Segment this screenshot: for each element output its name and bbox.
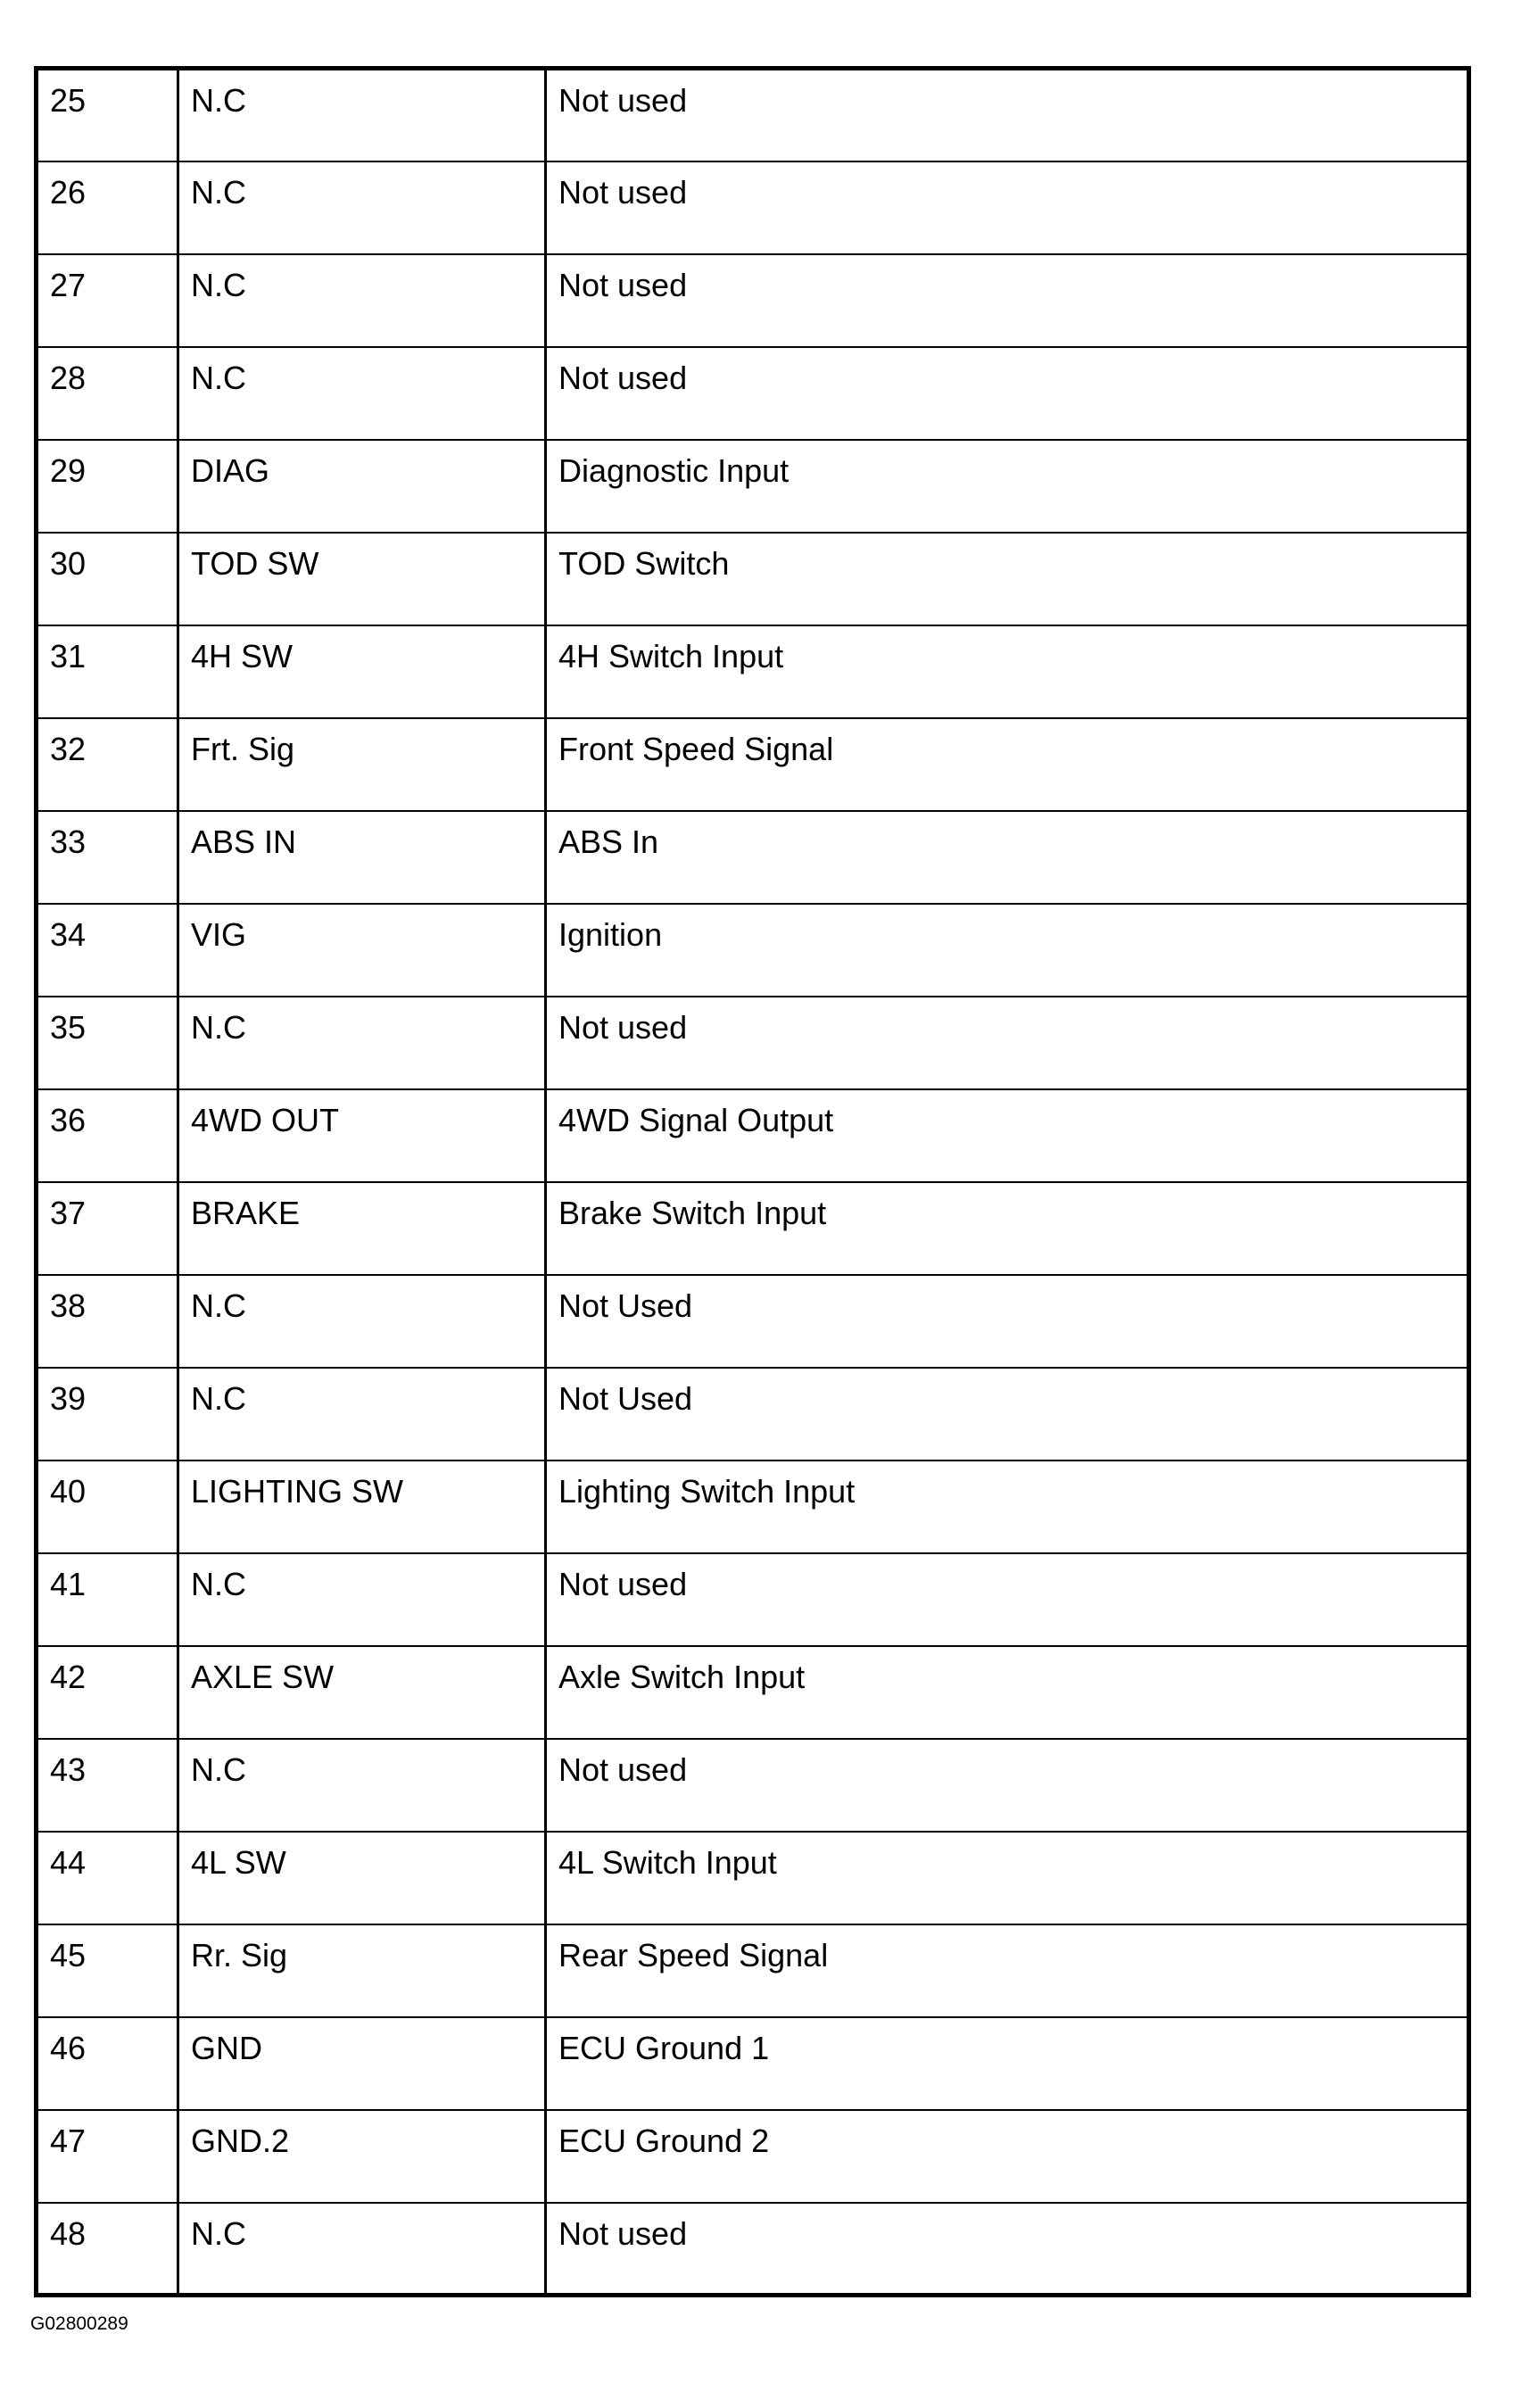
pin-name: BRAKE bbox=[178, 1182, 546, 1275]
pin-name: DIAG bbox=[178, 440, 546, 533]
pin-description: ABS In bbox=[546, 811, 1469, 904]
table-row bbox=[37, 811, 1469, 904]
table-row bbox=[37, 1182, 1469, 1275]
table-row bbox=[37, 2203, 1469, 2296]
pin-name: N.C bbox=[178, 69, 546, 161]
pin-number: 35 bbox=[37, 997, 178, 1089]
pin-number: 44 bbox=[37, 1832, 178, 1924]
table-row bbox=[37, 347, 1469, 440]
table-row bbox=[37, 1368, 1469, 1461]
pin-name: TOD SW bbox=[178, 533, 546, 625]
pin-name: ABS IN bbox=[178, 811, 546, 904]
pin-number: 39 bbox=[37, 1368, 178, 1461]
pin-name: N.C bbox=[178, 997, 546, 1089]
pin-description: Not Used bbox=[546, 1275, 1469, 1368]
pin-description: TOD Switch bbox=[546, 533, 1469, 625]
pin-number: 27 bbox=[37, 254, 178, 347]
pin-number: 28 bbox=[37, 347, 178, 440]
pin-description: Axle Switch Input bbox=[546, 1646, 1469, 1739]
table-row bbox=[37, 69, 1469, 161]
pin-number: 32 bbox=[37, 718, 178, 811]
pin-number: 46 bbox=[37, 2017, 178, 2110]
table-row bbox=[37, 997, 1469, 1089]
pin-number: 40 bbox=[37, 1461, 178, 1553]
pin-number: 42 bbox=[37, 1646, 178, 1739]
pin-name: N.C bbox=[178, 347, 546, 440]
pin-description: Front Speed Signal bbox=[546, 718, 1469, 811]
pin-name: N.C bbox=[178, 1553, 546, 1646]
pin-description: Brake Switch Input bbox=[546, 1182, 1469, 1275]
pin-table-body bbox=[37, 69, 1469, 2296]
pin-table bbox=[34, 66, 1471, 2297]
pin-description: Not used bbox=[546, 254, 1469, 347]
table-row bbox=[37, 625, 1469, 718]
table-row bbox=[37, 1461, 1469, 1553]
pin-name: Rr. Sig bbox=[178, 1924, 546, 2017]
table-row bbox=[37, 2110, 1469, 2203]
pin-number: 25 bbox=[37, 69, 178, 161]
pin-name: VIG bbox=[178, 904, 546, 997]
table-row bbox=[37, 254, 1469, 347]
table-row bbox=[37, 1739, 1469, 1832]
pin-description: Rear Speed Signal bbox=[546, 1924, 1469, 2017]
pin-number: 26 bbox=[37, 161, 178, 254]
table-row bbox=[37, 1646, 1469, 1739]
table-row bbox=[37, 2017, 1469, 2110]
pin-number: 37 bbox=[37, 1182, 178, 1275]
pin-description: ECU Ground 2 bbox=[546, 2110, 1469, 2203]
figure-id: G02800289 bbox=[30, 2313, 128, 2334]
pin-number: 31 bbox=[37, 625, 178, 718]
pin-number: 43 bbox=[37, 1739, 178, 1832]
pin-name: N.C bbox=[178, 1275, 546, 1368]
pin-description: Lighting Switch Input bbox=[546, 1461, 1469, 1553]
pin-description: Not used bbox=[546, 161, 1469, 254]
pin-number: 33 bbox=[37, 811, 178, 904]
table-row bbox=[37, 904, 1469, 997]
table-row bbox=[37, 1924, 1469, 2017]
pin-number: 38 bbox=[37, 1275, 178, 1368]
pin-description: Not used bbox=[546, 69, 1469, 161]
table-row bbox=[37, 533, 1469, 625]
table-row bbox=[37, 440, 1469, 533]
pin-description: Not used bbox=[546, 347, 1469, 440]
pin-number: 29 bbox=[37, 440, 178, 533]
pin-number: 45 bbox=[37, 1924, 178, 2017]
pin-description: Not Used bbox=[546, 1368, 1469, 1461]
table-row bbox=[37, 718, 1469, 811]
pin-name: N.C bbox=[178, 254, 546, 347]
pin-name: N.C bbox=[178, 1368, 546, 1461]
table-row bbox=[37, 1089, 1469, 1182]
pin-description: Not used bbox=[546, 1553, 1469, 1646]
pin-name: Frt. Sig bbox=[178, 718, 546, 811]
pin-name: GND bbox=[178, 2017, 546, 2110]
table-row bbox=[37, 1553, 1469, 1646]
pin-number: 34 bbox=[37, 904, 178, 997]
pin-description: Ignition bbox=[546, 904, 1469, 997]
pin-description: Not used bbox=[546, 1739, 1469, 1832]
pin-number: 36 bbox=[37, 1089, 178, 1182]
table-row bbox=[37, 161, 1469, 254]
pin-name: N.C bbox=[178, 2203, 546, 2296]
pin-description: Not used bbox=[546, 2203, 1469, 2296]
pin-number: 48 bbox=[37, 2203, 178, 2296]
pin-description: 4L Switch Input bbox=[546, 1832, 1469, 1924]
pin-name: N.C bbox=[178, 1739, 546, 1832]
pin-description: ECU Ground 1 bbox=[546, 2017, 1469, 2110]
pin-name: GND.2 bbox=[178, 2110, 546, 2203]
pin-number: 30 bbox=[37, 533, 178, 625]
pin-description: Diagnostic Input bbox=[546, 440, 1469, 533]
pin-number: 41 bbox=[37, 1553, 178, 1646]
table-row bbox=[37, 1275, 1469, 1368]
pin-name: LIGHTING SW bbox=[178, 1461, 546, 1553]
pin-name: 4L SW bbox=[178, 1832, 546, 1924]
pin-name: AXLE SW bbox=[178, 1646, 546, 1739]
pin-description: Not used bbox=[546, 997, 1469, 1089]
pin-description: 4H Switch Input bbox=[546, 625, 1469, 718]
table-row bbox=[37, 1832, 1469, 1924]
pin-name: 4WD OUT bbox=[178, 1089, 546, 1182]
pin-number: 47 bbox=[37, 2110, 178, 2203]
pin-name: N.C bbox=[178, 161, 546, 254]
pin-name: 4H SW bbox=[178, 625, 546, 718]
pin-description: 4WD Signal Output bbox=[546, 1089, 1469, 1182]
